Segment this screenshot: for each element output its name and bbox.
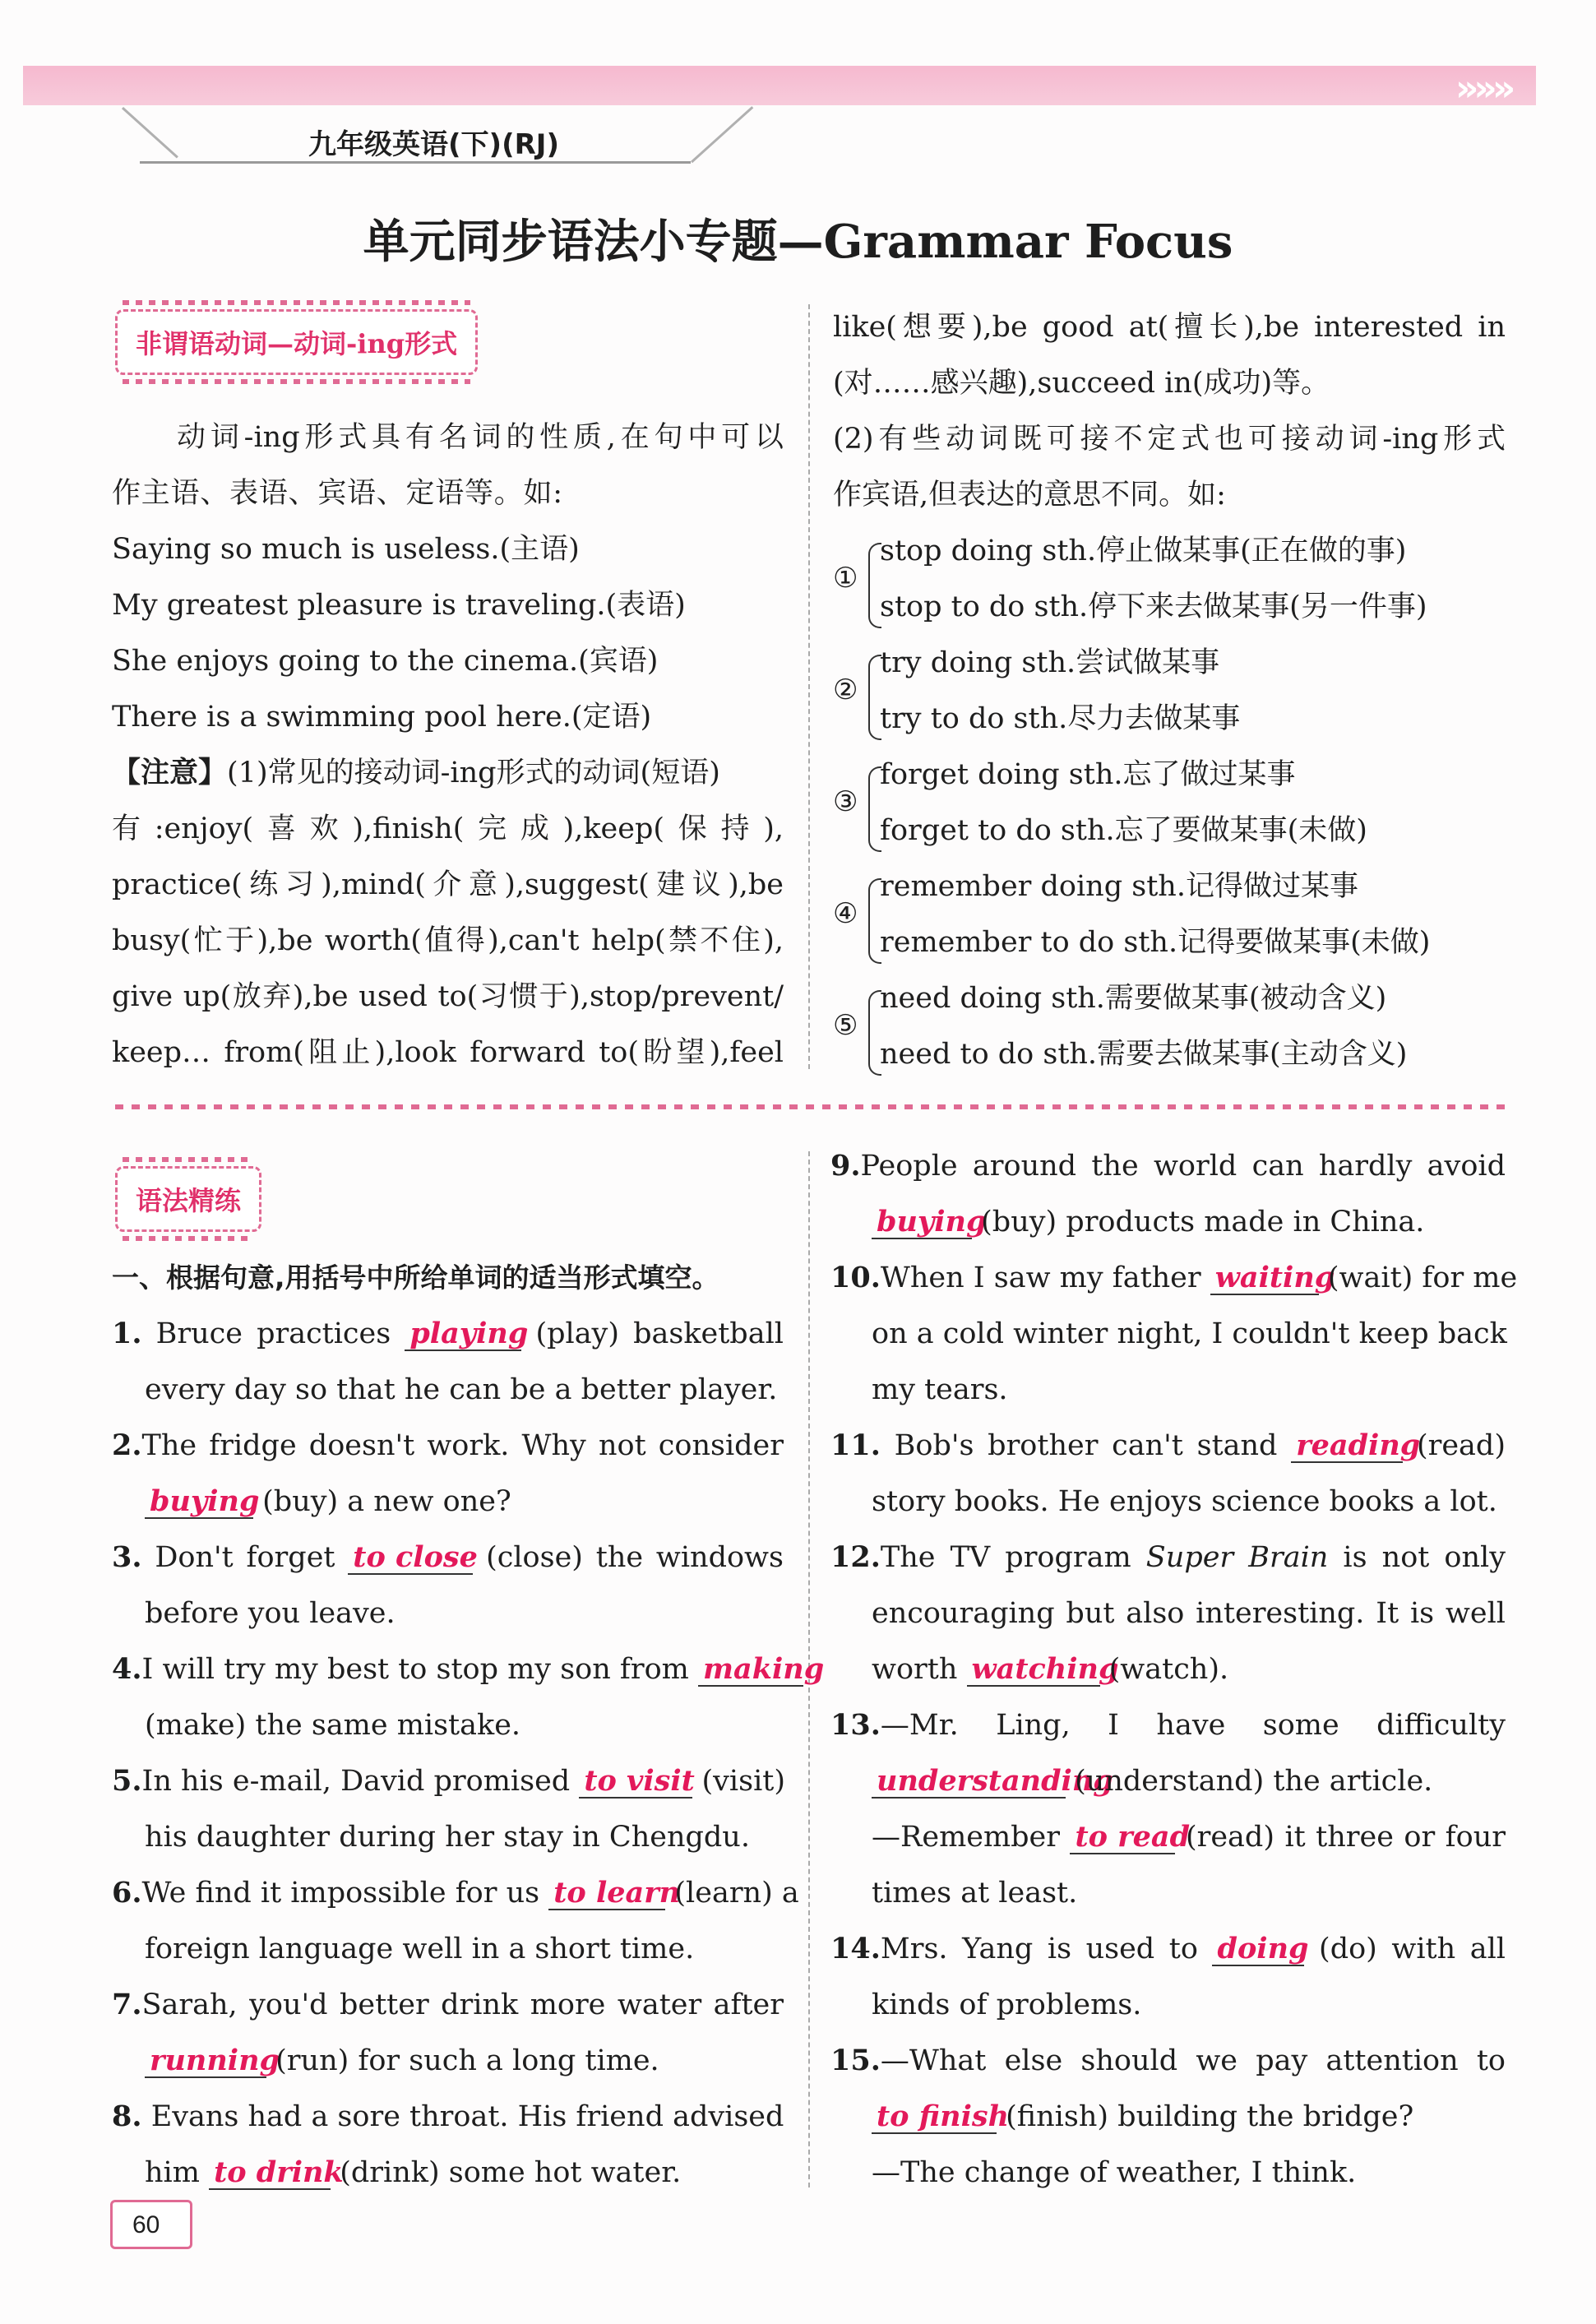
instruction: 一、根据句意,用括号中所给单词的适当形式填空。 [112,1262,719,1294]
question-11: 11. Bob's brother can't stand reading (read) [830,1428,1506,1462]
question-2-cont: buying (buy) a new one? [145,1485,511,1519]
question-8-cont: him to drink (drink) some hot water. [145,2155,682,2189]
pair-line: stop to do sth.停下来去做某事(另一件事) [880,590,1427,623]
question-10-cont: on a cold winter night, I couldn't keep back [872,1317,1507,1350]
question-10-cont: my tears. [872,1373,1008,1406]
note-label: 【注意】 [112,756,228,789]
answer-blank[interactable]: to read [1070,1822,1175,1854]
header-divider [691,106,753,163]
section-tag-grammar: 非谓语动词—动词-ing形式 [115,309,478,375]
note-line: (对……感兴趣),succeed in(成功)等。 [833,367,1330,400]
section-tag-practice: 语法精练 [115,1166,261,1232]
answer-blank[interactable]: making [698,1654,803,1687]
pair-line: remember doing sth.记得做过某事 [880,870,1358,903]
note-line: practice(练习),mind(介意),suggest(建议),be [112,868,784,901]
answer-blank[interactable]: to finish [872,2101,997,2134]
example-line: There is a swimming pool here.(定语) [112,701,652,734]
note-line: 有:enjoy(喜欢),finish(完成),keep(保持), [112,812,784,845]
pair-number: ③ [833,785,858,818]
answer-blank[interactable]: waiting [1210,1262,1319,1295]
example-line: Saying so much is useless.(主语) [112,533,580,566]
example-line: My greatest pleasure is traveling.(表语) [112,589,686,622]
note-text: (1)常见的接动词-ing形式的动词(短语) [227,757,720,789]
question-7: 7.Sarah, you'd better drink more water after [112,1988,784,2021]
answer-blank[interactable]: watching [967,1654,1100,1687]
question-8: 8. Evans had a sore throat. His friend advised [112,2099,784,2133]
question-5-cont: his daughter during her stay in Chengdu. [145,1821,750,1854]
pair-line: try doing sth.尝试做某事 [880,646,1220,679]
answer-blank[interactable]: to learn [548,1877,665,1910]
question-12: 12.The TV program Super Brain is not only [830,1540,1506,1574]
question-15-cont: to finish (finish) building the bridge? [872,2100,1413,2134]
answer-blank[interactable]: running [145,2045,266,2078]
example-line: She enjoys going to the cinema.(宾语) [112,645,659,678]
page-title: 单元同步语法小专题—Grammar Focus [363,215,1233,269]
answer-blank[interactable]: doing [1212,1933,1304,1966]
pair-line: forget doing sth.忘了做过某事 [880,758,1296,791]
answer-blank[interactable]: buying [145,1486,253,1519]
section-divider [115,1104,1505,1109]
question-14-cont: kinds of problems. [872,1988,1142,2021]
question-1: 1. Bruce practices playing (play) basketball [112,1317,784,1350]
question-13-reply: —Remember to read (read) it three or four [872,1820,1506,1854]
question-14: 14.Mrs. Yang is used to doing (do) with all [830,1932,1506,1965]
question-12-cont: worth watching (watch). [872,1652,1229,1686]
answer-blank[interactable]: playing [405,1318,521,1351]
chevron-right-icon: »»» [1455,67,1511,109]
pair-number: ① [833,562,858,595]
question-15: 15.—What else should we pay attention to [830,2044,1506,2077]
answer-blank[interactable]: to visit [579,1766,692,1799]
note-line: like(想要),be good at(擅长),be interested in [833,311,1506,344]
pair-line: need to do sth.需要去做某事(主动含义) [880,1038,1408,1071]
answer-blank[interactable]: reading [1291,1430,1403,1463]
answer-blank[interactable]: to close [348,1542,473,1575]
page-number: 60 [110,2200,192,2249]
question-3: 3. Don't forget to close (close) the windows [112,1540,784,1574]
question-12-cont: encouraging but also interesting. It is well [872,1597,1506,1630]
question-10: 10.When I saw my father waiting (wait) for me [830,1261,1518,1294]
question-2: 2.The fridge doesn't work. Why not consider [112,1428,784,1462]
header-band [23,66,1536,105]
note-line: keep… from(阻止),look forward to(盼望),feel [112,1036,784,1069]
answer-blank[interactable]: understanding [872,1766,1066,1799]
question-13-cont: times at least. [872,1877,1078,1910]
answer-blank[interactable]: to drink [209,2157,331,2190]
question-1-cont: every day so that he can be a better player. [145,1373,778,1406]
pair-line: stop doing sth.停止做某事(正在做的事) [880,535,1407,567]
intro-line: 动词-ing形式具有名词的性质,在句中可以 [177,421,784,454]
question-3-cont: before you leave. [145,1597,396,1630]
header-divider [122,107,178,158]
column-divider [808,304,810,1069]
question-9: 9.People around the world can hardly avoid [830,1149,1506,1183]
note-line: busy(忙于),be worth(值得),can't help(禁不住), [112,924,784,957]
question-4-cont: (make) the same mistake. [145,1709,521,1742]
note-line [112,757,784,789]
question-15-reply: —The change of weather, I think. [872,2156,1357,2189]
pair-line: forget to do sth.忘了要做某事(未做) [880,814,1367,847]
question-9-cont: buying (buy) products made in China. [872,1206,1424,1239]
question-5: 5.In his e-mail, David promised to visit (visit) [112,1764,785,1798]
pair-number: ④ [833,897,858,930]
pair-line: need doing sth.需要做某事(被动含义) [880,982,1387,1015]
question-11-cont: story books. He enjoys science books a lot. [872,1485,1497,1518]
question-13: 13.—Mr. Ling, I have some difficulty [830,1708,1506,1742]
book-title: 九年级英语(下)(RJ) [308,128,559,161]
pair-number: ⑤ [833,1009,858,1042]
question-13-cont: understanding (understand) the article. [872,1765,1432,1799]
answer-blank[interactable]: buying [872,1206,972,1239]
pair-number: ② [833,674,858,706]
question-4: 4.I will try my best to stop my son from making [112,1652,825,1686]
question-7-cont: running (run) for such a long time. [145,2044,659,2078]
note-line: give up(放弃),be used to(习惯于),stop/prevent/ [112,980,784,1013]
pair-line: remember to do sth.记得要做某事(未做) [880,926,1431,959]
intro-line: 作主语、表语、宾语、定语等。如: [112,477,562,510]
note-line: (2)有些动词既可接不定式也可接动词-ing形式 [833,423,1506,456]
pair-line: try to do sth.尽力去做某事 [880,702,1241,735]
note-line: 作宾语,但表达的意思不同。如: [833,479,1226,512]
question-6: 6.We find it impossible for us to learn (learn) a [112,1876,799,1910]
question-6-cont: foreign language well in a short time. [145,1933,695,1965]
